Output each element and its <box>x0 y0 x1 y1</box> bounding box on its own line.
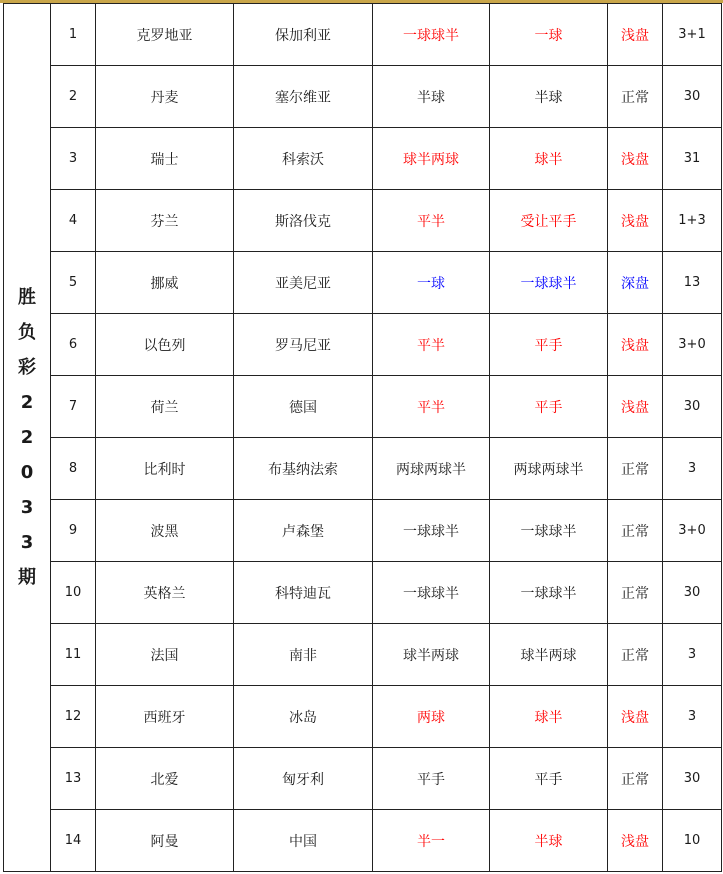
current-handicap: 平手 <box>490 376 608 438</box>
handicap-type: 浅盘 <box>608 810 663 872</box>
handicap-type: 正常 <box>608 500 663 562</box>
table-row <box>4 252 722 314</box>
away-team: 匈牙利 <box>234 748 373 810</box>
table-row <box>4 562 722 624</box>
away-team: 科特迪瓦 <box>234 562 373 624</box>
handicap-type: 浅盘 <box>608 190 663 252</box>
away-team: 科索沃 <box>234 128 373 190</box>
away-team: 塞尔维亚 <box>234 66 373 128</box>
initial-handicap: 平半 <box>373 190 490 252</box>
away-team: 保加利亚 <box>234 4 373 66</box>
current-handicap: 平手 <box>490 748 608 810</box>
table-row <box>4 4 722 66</box>
home-team: 波黑 <box>96 500 234 562</box>
home-team: 以色列 <box>96 314 234 376</box>
home-team: 比利时 <box>96 438 234 500</box>
away-team: 德国 <box>234 376 373 438</box>
match-number: 6 <box>51 314 96 376</box>
away-team: 冰岛 <box>234 686 373 748</box>
match-number: 1 <box>51 4 96 66</box>
table-row <box>4 624 722 686</box>
score-result: 30 <box>663 748 722 810</box>
issue-label-char: 期 <box>18 567 36 588</box>
table-row <box>4 66 722 128</box>
home-team: 丹麦 <box>96 66 234 128</box>
table-row <box>4 686 722 748</box>
match-number: 4 <box>51 190 96 252</box>
score-result: 3+0 <box>663 500 722 562</box>
issue-label-char: 2 <box>20 427 34 448</box>
current-handicap: 一球球半 <box>490 252 608 314</box>
score-result: 31 <box>663 128 722 190</box>
initial-handicap: 半球 <box>373 66 490 128</box>
handicap-type: 正常 <box>608 438 663 500</box>
current-handicap: 球半两球 <box>490 624 608 686</box>
match-number: 7 <box>51 376 96 438</box>
current-handicap: 半球 <box>490 810 608 872</box>
initial-handicap: 球半两球 <box>373 624 490 686</box>
table-row <box>4 190 722 252</box>
match-number: 11 <box>51 624 96 686</box>
match-number: 10 <box>51 562 96 624</box>
match-table-body <box>4 4 722 872</box>
home-team: 挪威 <box>96 252 234 314</box>
handicap-type: 浅盘 <box>608 686 663 748</box>
home-team: 芬兰 <box>96 190 234 252</box>
away-team: 南非 <box>234 624 373 686</box>
home-team: 西班牙 <box>96 686 234 748</box>
table-row <box>4 128 722 190</box>
handicap-type: 正常 <box>608 624 663 686</box>
score-result: 3 <box>663 624 722 686</box>
table-row <box>4 376 722 438</box>
initial-handicap: 平半 <box>373 314 490 376</box>
handicap-type: 正常 <box>608 748 663 810</box>
match-number: 5 <box>51 252 96 314</box>
away-team: 中国 <box>234 810 373 872</box>
match-table <box>3 3 722 872</box>
initial-handicap: 两球两球半 <box>373 438 490 500</box>
handicap-type: 浅盘 <box>608 314 663 376</box>
away-team: 罗马尼亚 <box>234 314 373 376</box>
initial-handicap: 半一 <box>373 810 490 872</box>
initial-handicap: 球半两球 <box>373 128 490 190</box>
away-team: 卢森堡 <box>234 500 373 562</box>
current-handicap: 一球球半 <box>490 562 608 624</box>
issue-label-char: 0 <box>20 462 34 483</box>
score-result: 3 <box>663 686 722 748</box>
match-number: 2 <box>51 66 96 128</box>
match-number: 9 <box>51 500 96 562</box>
initial-handicap: 平半 <box>373 376 490 438</box>
current-handicap: 球半 <box>490 686 608 748</box>
handicap-type: 浅盘 <box>608 376 663 438</box>
initial-handicap: 一球球半 <box>373 562 490 624</box>
match-number: 12 <box>51 686 96 748</box>
score-result: 3+0 <box>663 314 722 376</box>
match-number: 13 <box>51 748 96 810</box>
initial-handicap: 一球 <box>373 252 490 314</box>
table-row <box>4 438 722 500</box>
table-row <box>4 314 722 376</box>
initial-handicap: 平手 <box>373 748 490 810</box>
issue-label-char: 2 <box>20 392 34 413</box>
match-number: 8 <box>51 438 96 500</box>
match-number: 3 <box>51 128 96 190</box>
issue-label-cell <box>4 4 51 872</box>
away-team: 亚美尼亚 <box>234 252 373 314</box>
home-team: 法国 <box>96 624 234 686</box>
score-result: 1+3 <box>663 190 722 252</box>
issue-label-char: 负 <box>18 322 36 343</box>
current-handicap: 受让平手 <box>490 190 608 252</box>
home-team: 北爱 <box>96 748 234 810</box>
handicap-type: 浅盘 <box>608 4 663 66</box>
home-team: 阿曼 <box>96 810 234 872</box>
handicap-type: 深盘 <box>608 252 663 314</box>
score-result: 30 <box>663 376 722 438</box>
current-handicap: 半球 <box>490 66 608 128</box>
home-team: 荷兰 <box>96 376 234 438</box>
home-team: 英格兰 <box>96 562 234 624</box>
table-row <box>4 748 722 810</box>
home-team: 克罗地亚 <box>96 4 234 66</box>
match-number: 14 <box>51 810 96 872</box>
handicap-type: 正常 <box>608 562 663 624</box>
current-handicap: 一球球半 <box>490 500 608 562</box>
home-team: 瑞士 <box>96 128 234 190</box>
score-result: 3 <box>663 438 722 500</box>
issue-label <box>4 284 50 591</box>
away-team: 布基纳法索 <box>234 438 373 500</box>
score-result: 30 <box>663 66 722 128</box>
current-handicap: 一球 <box>490 4 608 66</box>
score-result: 13 <box>663 252 722 314</box>
issue-label-char: 彩 <box>18 357 36 378</box>
current-handicap: 平手 <box>490 314 608 376</box>
initial-handicap: 一球球半 <box>373 4 490 66</box>
table-row <box>4 500 722 562</box>
away-team: 斯洛伐克 <box>234 190 373 252</box>
current-handicap: 两球两球半 <box>490 438 608 500</box>
issue-label-char: 3 <box>20 497 34 518</box>
score-result: 30 <box>663 562 722 624</box>
current-handicap: 球半 <box>490 128 608 190</box>
initial-handicap: 一球球半 <box>373 500 490 562</box>
table-row <box>4 810 722 872</box>
issue-label-char: 3 <box>20 532 34 553</box>
handicap-type: 正常 <box>608 66 663 128</box>
initial-handicap: 两球 <box>373 686 490 748</box>
issue-label-char: 胜 <box>18 287 36 308</box>
score-result: 3+1 <box>663 4 722 66</box>
handicap-type: 浅盘 <box>608 128 663 190</box>
score-result: 10 <box>663 810 722 872</box>
